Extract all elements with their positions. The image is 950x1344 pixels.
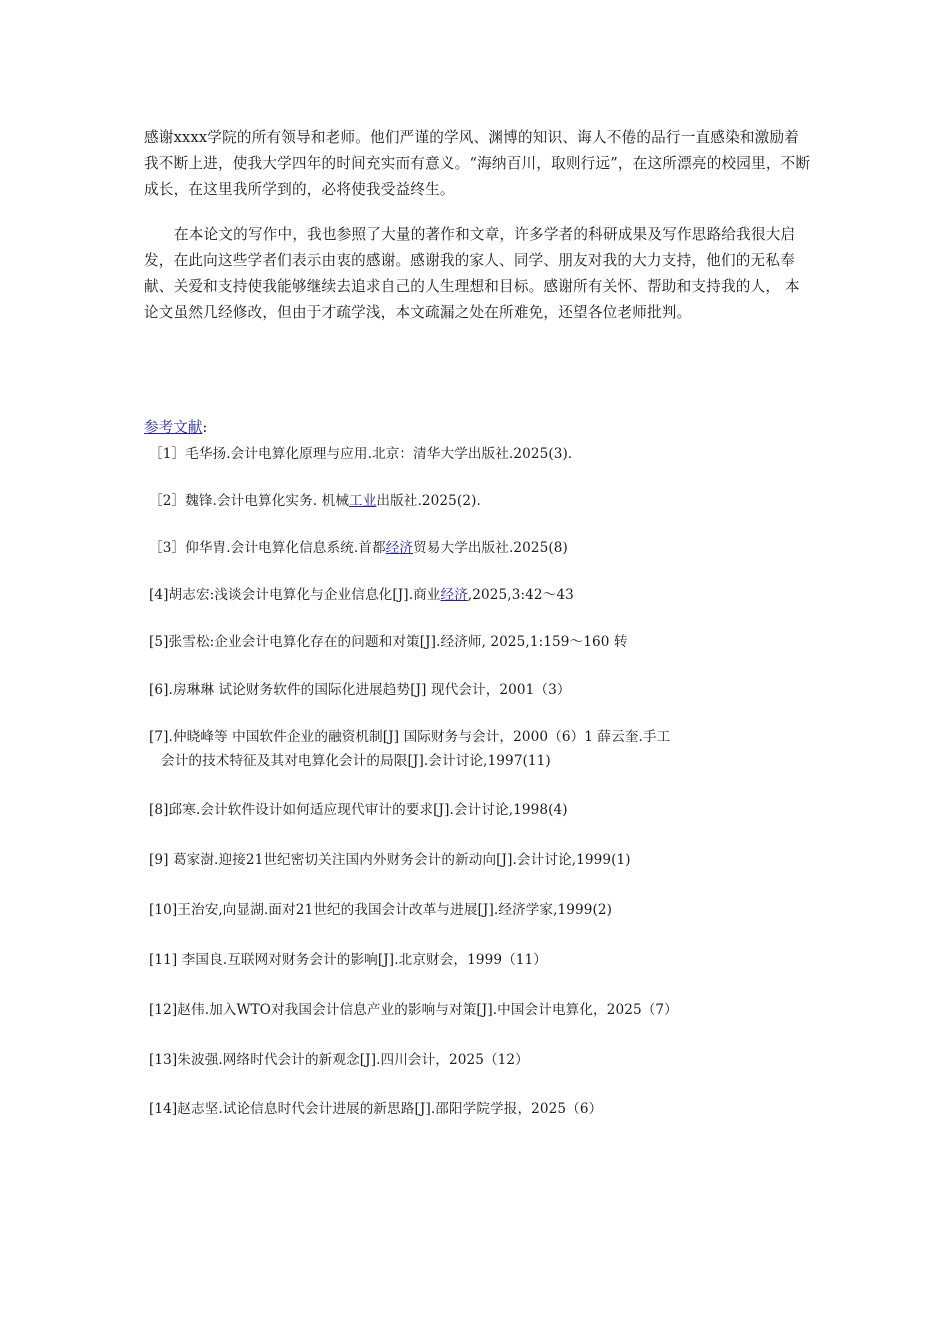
reference-link[interactable]: 工业: [349, 493, 377, 509]
reference-text: [8]邱寒.会计软件设计如何适应现代审计的要求[J].会计讨论,1998(4): [149, 802, 568, 818]
reference-item: [149, 630, 814, 654]
acknowledgement-paragraph-1: 感谢xxxx学院的所有领导和老师。他们严谨的学风、渊博的知识、诲人不倦的品行一直感染和激励着我不断上进，使我大学四年的时间充实而有意义。“海纳百川，取则行远”，在这所漂亮的校园里，不断成长，在这里我所学到的，必将使我受益终生。: [144, 129, 811, 198]
reference-item: [149, 725, 814, 773]
reference-text: [13]朱波强.网络时代会计的新观念[J].四川会计，2025（12）: [149, 1052, 529, 1068]
references-heading-link[interactable]: 参考文献: [144, 419, 203, 436]
reference-item: [149, 998, 814, 1022]
reference-text: [4]胡志宏:浅谈会计电算化与企业信息化[J].商业: [149, 587, 441, 603]
reference-text: [10]王治安,向显湖.面对21世纪的我国会计改革与进展[J].经济学家,1999(2): [149, 902, 613, 918]
reference-item: [149, 678, 814, 702]
references-heading: [144, 416, 207, 440]
reference-text: ［1］毛华扬.会计电算化原理与应用.北京：清华大学出版社.2025(3).: [149, 446, 573, 462]
reference-text: [7].仲晓峰等 中国软件企业的融资机制[J] 国际财务与会计，2000（6）1 薛云奎.手工: [149, 729, 671, 745]
reference-text-tail: ,2025,3:42～43: [467, 587, 574, 603]
reference-item: [149, 898, 814, 922]
references-heading-colon: :: [202, 419, 208, 436]
reference-item: [149, 442, 814, 466]
reference-item: [149, 1097, 814, 1121]
reference-item: [149, 489, 814, 513]
reference-text-tail: 出版社.2025(2).: [376, 493, 481, 509]
reference-text: ［3］仰华胄.会计电算化信息系统.首都: [149, 540, 386, 556]
reference-text: [9] 葛家澍.迎接21世纪密切关注国内外财务会计的新动向[J].会计讨论,1999(1): [149, 852, 631, 868]
reference-item: [149, 798, 814, 822]
reference-item: [149, 848, 814, 872]
reference-text: [14]赵志坚.试论信息时代会计进展的新思路[J].邵阳学院学报，2025（6）: [149, 1101, 603, 1117]
acknowledgement-paragraph-2: 在本论文的写作中，我也参照了大量的著作和文章，许多学者的科研成果及写作思路给我很大启发，在此向这些学者们表示由衷的感谢。感谢我的家人、同学、朋友对我的大力支持，他们的无私奉献、关爱和支持使我能够继续去追求自己的人生理想和目标。感谢所有关怀、帮助和支持我的人， 本论文虽然几经修改，但由于才疏学浅，本文疏漏之处在所难免，还望各位老师批判。: [144, 226, 800, 321]
reference-text: ［2］魏锋.会计电算化实务. 机械: [149, 493, 350, 509]
reference-text-tail: 贸易大学出版社.2025(8): [413, 540, 568, 556]
reference-item: [149, 1048, 814, 1072]
reference-text-continuation: 会计的技术特征及其对电算化会计的局限[J].会计讨论,1997(11): [161, 753, 551, 769]
reference-text: [5]张雪松:企业会计电算化存在的问题和对策[J].经济师, 2025,1:159～160 转: [149, 634, 628, 650]
reference-item: [149, 948, 814, 972]
reference-text: [12]赵伟.加入WTO对我国会计信息产业的影响与对策[J].中国会计电算化，2025（7）: [149, 1002, 678, 1018]
reference-text: [6].房琳琳 试论财务软件的国际化进展趋势[J] 现代会计，2001（3）: [149, 682, 571, 698]
reference-link[interactable]: 经济: [440, 587, 468, 603]
reference-link[interactable]: 经济: [385, 540, 414, 556]
reference-item: [149, 583, 814, 607]
reference-item: [149, 536, 814, 560]
reference-text: [11] 李国良.互联网对财务会计的影响[J].北京财会，1999（11）: [149, 952, 547, 968]
